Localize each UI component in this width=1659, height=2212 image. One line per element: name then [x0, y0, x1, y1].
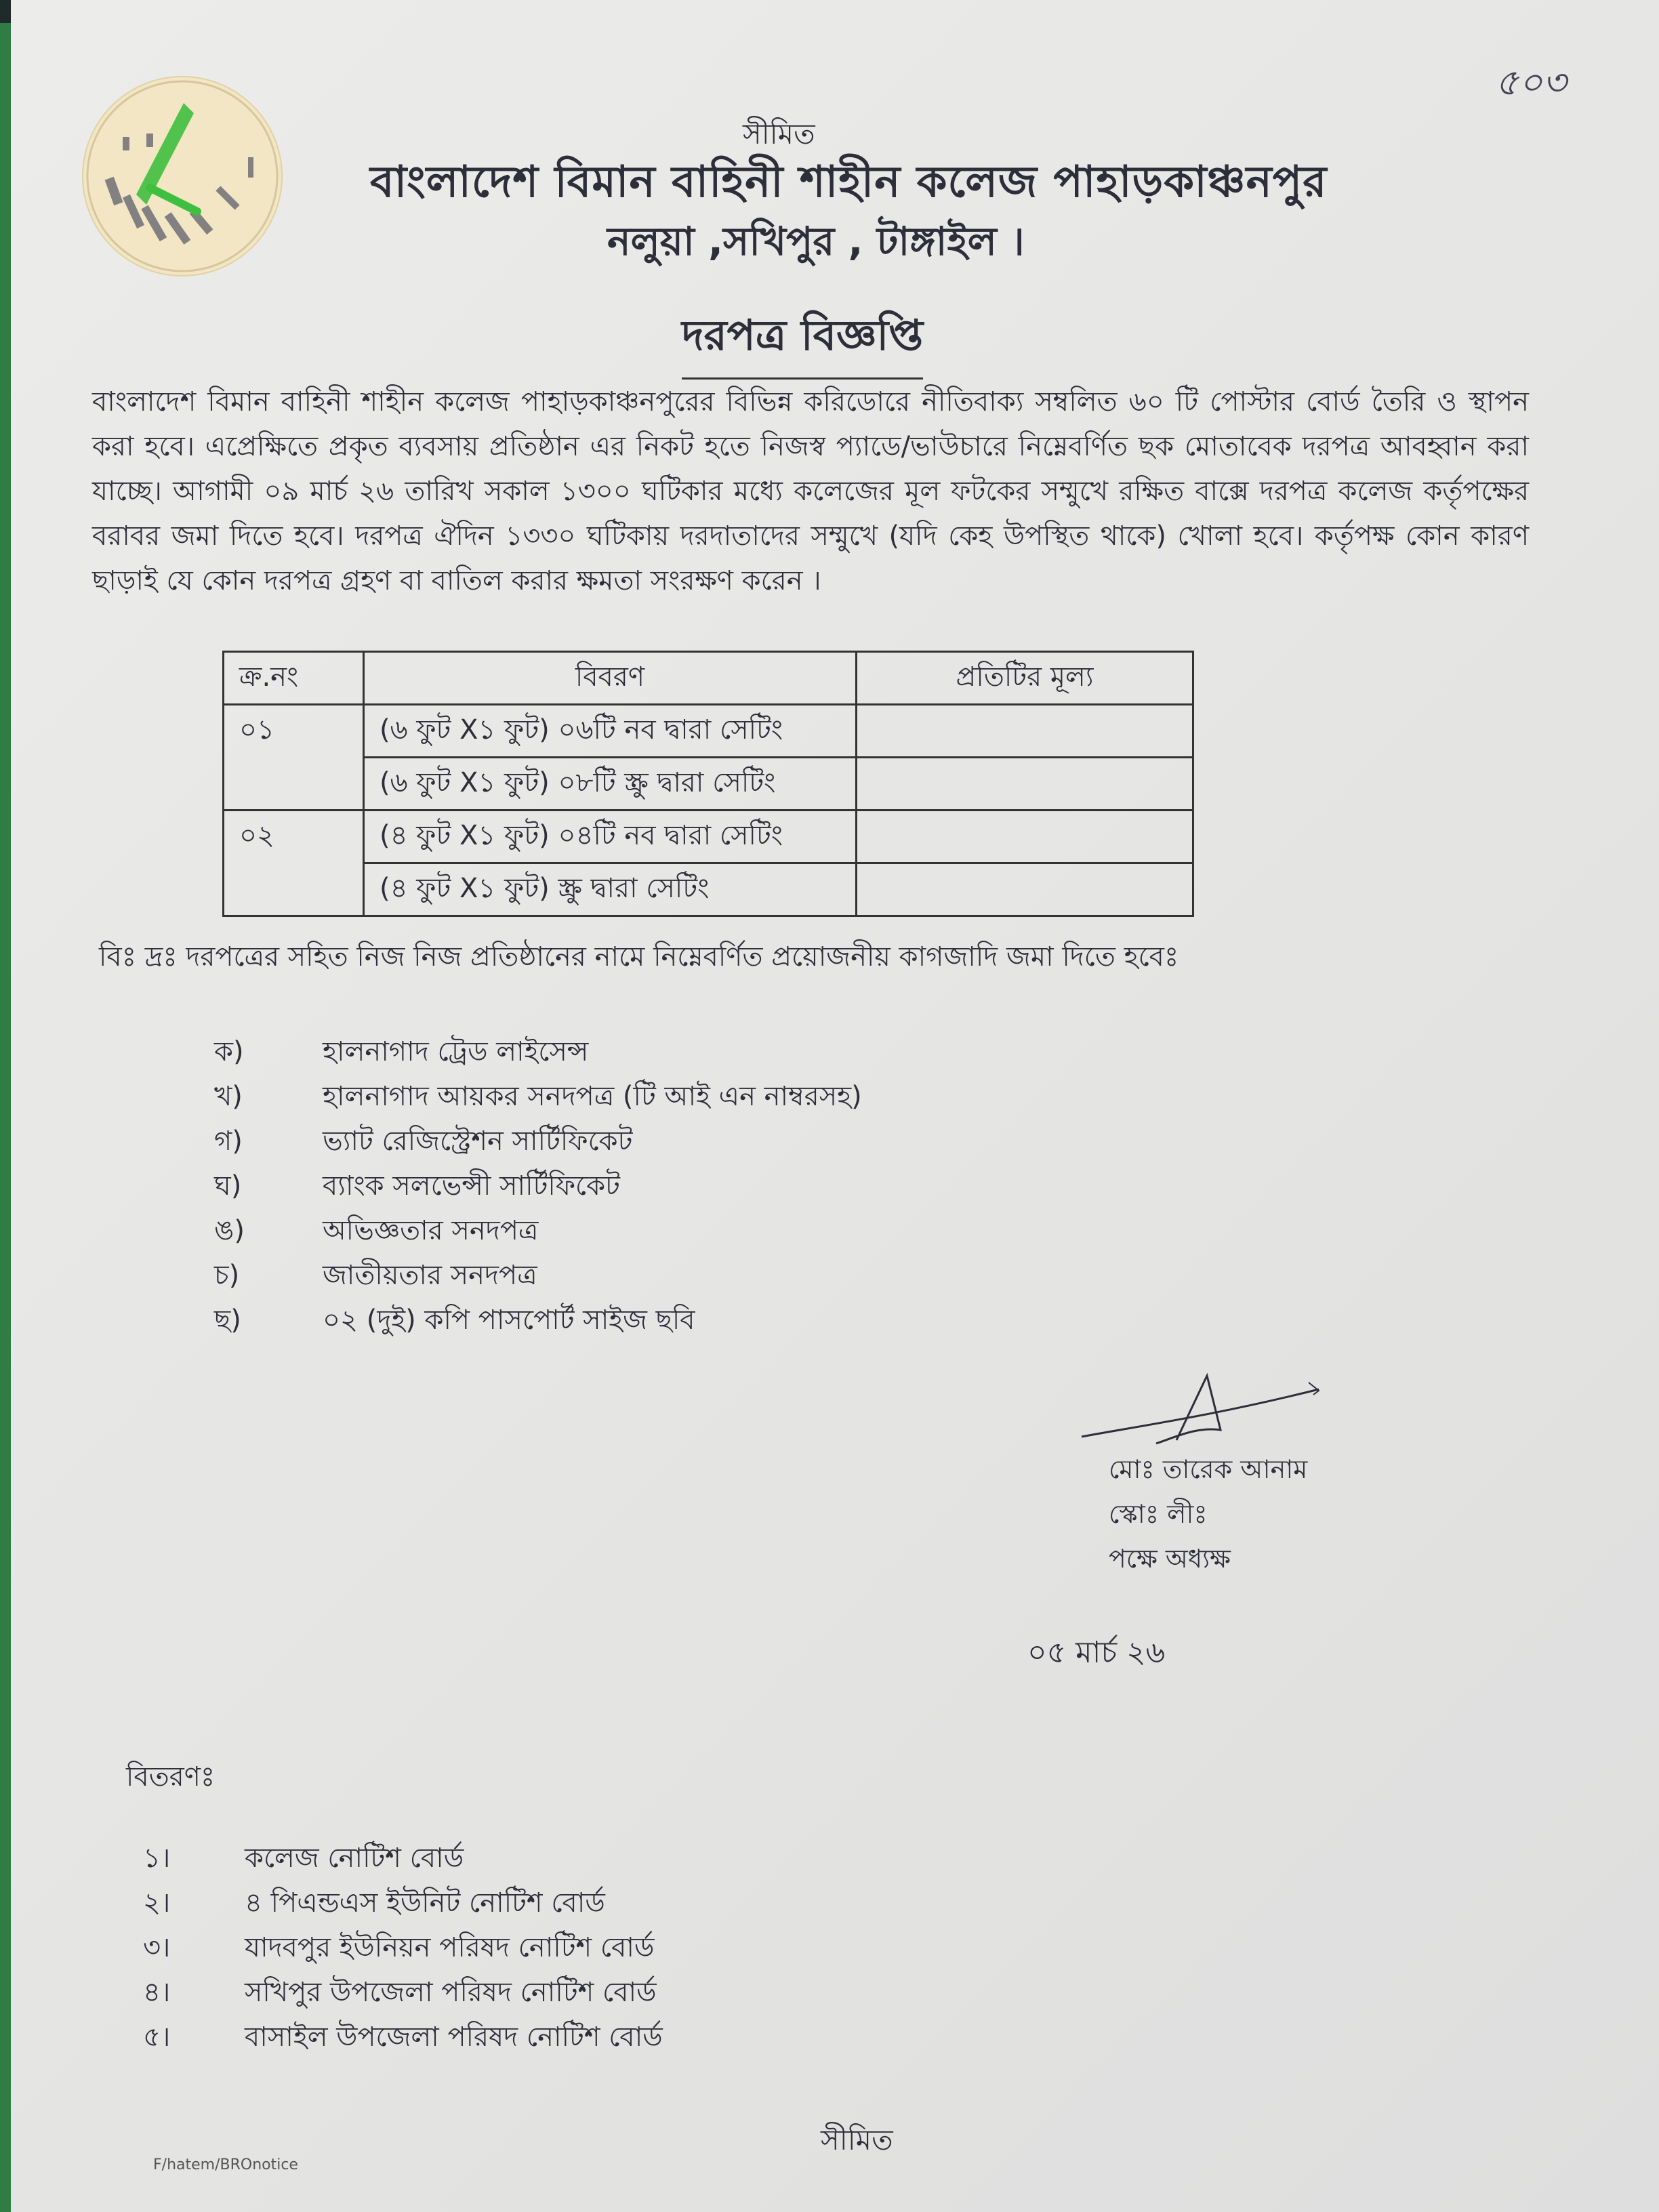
list-item-number: ২।: [143, 1887, 171, 1919]
table-row: [224, 705, 1193, 758]
notice-body-paragraph: বাংলাদেশ বিমান বাহিনী শাহীন কলেজ পাহাড়কাঞ্চনপুরের বিভিন্ন করিডোরে নীতিবাক্য সম্বলিত ৬০ টি পোস্টার বোর্ড তৈরি ও স্থাপন করা হবে। এপ্রেক্ষিতে প্রকৃত ব্যবসায় প্রতিষ্ঠান এর নিকট হতে নিজস্ব প্যাডে/ভাউচারে নিম্নেবর্ণিত ছক মোতাবেক দরপত্র আবহ্বান করা যাচ্ছে। আগামী ০৯ মার্চ ২৬ তারিখ সকাল ১৩০০ ঘটিকার মধ্যে কলেজের মূল ফটকের সম্মুখে রক্ষিত বাক্সে দরপত্র কলেজ কর্তৃপক্ষের বরাবর জমা দিতে হবে। দরপত্র ঐদিন ১৩৩০ ঘটিকায় দরদাতাদের সম্মুখে (যদি কেহ উপস্থিত থাকে) খোলা হবে। কর্তৃপক্ষ কোন কারণ ছাড়াই যে কোন দরপত্র গ্রহণ বা বাতিল করার ক্ষমতা সংরক্ষণ করেন ।: [92, 386, 1529, 596]
table-cell-serial: ০২: [224, 811, 364, 916]
signatory-designation: পক্ষে অধ্যক্ষ: [1109, 1544, 1231, 1574]
table-cell-description: (৬ ফুট X১ ফুট) ০৮টি স্ক্রু দ্বারা সেটিং: [364, 758, 857, 811]
list-item: [214, 1075, 862, 1120]
list-item: [143, 1881, 605, 1927]
list-item-text: যাদবপুর ইউনিয়ন পরিষদ নোটিশ বোর্ড: [245, 1932, 655, 1963]
table-cell-serial: ০১: [224, 705, 364, 811]
list-item-marker: গ): [214, 1126, 243, 1157]
document-title: দরপত্র বিজ্ঞপ্তি: [682, 304, 923, 380]
list-item-marker: ঘ): [214, 1170, 242, 1202]
list-item-text: অভিজ্ঞতার সনদপত্র: [323, 1215, 539, 1246]
table-row: [224, 758, 1193, 811]
institution-address: নলুয়া ,সখিপুর , টাঙ্গাইল ।: [607, 218, 1025, 264]
list-item-number: ৫।: [143, 2022, 171, 2053]
table-cell-description: (৪ ফুট X১ ফুট) স্ক্রু দ্বারা সেটিং: [364, 863, 857, 916]
list-item-number: ৩।: [143, 1932, 171, 1963]
document-page: [11, 0, 1659, 2212]
list-item: [143, 1971, 657, 2016]
list-item: [214, 1298, 695, 1344]
list-item-text: ৪ পিএন্ডএস ইউনিট নোটিশ বোর্ড: [245, 1887, 605, 1919]
list-item: [214, 1120, 632, 1165]
seal-icon: [82, 76, 283, 276]
signatory-name: মোঃ তারেক আনাম: [1109, 1454, 1308, 1484]
note-required-documents: বিঃ দ্রঃ দরপত্রের সহিত নিজ নিজ প্রতিষ্ঠানের নামে নিম্নেবর্ণিত প্রয়োজনীয় কাগজাদি জমা দিতে হবেঃ: [99, 941, 1179, 972]
signatory-block: [1109, 1447, 1307, 1581]
distribution-label: বিতরণঃ: [126, 1761, 216, 1793]
list-item-marker: চ): [214, 1260, 240, 1291]
list-item-text: হালনাগাদ আয়কর সনদপত্র (টি আই এন নাম্বরসহ): [323, 1081, 862, 1112]
classification-bottom: সীমিত: [821, 2123, 893, 2156]
list-item-text: সখিপুর উপজেলা পরিষদ নোটিশ বোর্ড: [245, 1977, 657, 2008]
table-header-unit-price: প্রতিটির মূল্য: [857, 652, 1193, 705]
signatory-rank: স্কোঃ লীঃ: [1109, 1499, 1208, 1529]
list-item-marker: ছ): [214, 1305, 241, 1336]
list-item: [214, 1209, 538, 1254]
items-table: [222, 651, 1194, 917]
list-item: [143, 2015, 663, 2061]
list-item-marker: ক): [214, 1036, 244, 1067]
list-item: [214, 1254, 537, 1299]
document-date: ০৫ মার্চ ২৬: [1027, 1635, 1166, 1670]
list-item-number: ১।: [143, 1843, 171, 1874]
table-cell-price: [857, 758, 1193, 811]
table-cell-price: [857, 811, 1193, 863]
list-item-text: ব্যাংক সলভেন্সী সার্টিফিকেট: [323, 1170, 620, 1202]
table-cell-description: (৬ ফুট X১ ফুট) ০৬টি নব দ্বারা সেটিং: [364, 705, 857, 758]
list-item-text: ০২ (দুই) কপি পাসপোর্ট সাইজ ছবি: [323, 1305, 695, 1336]
handwritten-serial-number: ৫০৩: [1495, 61, 1567, 104]
list-item: [143, 1837, 464, 1882]
list-item-text: কলেজ নোটিশ বোর্ড: [245, 1843, 464, 1874]
table-cell-price: [857, 705, 1193, 758]
list-item: [143, 1926, 654, 1971]
list-item: [214, 1030, 588, 1076]
list-item-text: ভ্যাট রেজিস্ট্রেশন সার্টিফিকেট: [323, 1126, 633, 1157]
list-item-number: ৪।: [143, 1977, 171, 2008]
list-item-text: বাসাইল উপজেলা পরিষদ নোটিশ বোর্ড: [245, 2022, 663, 2053]
table-row: [224, 811, 1193, 863]
table-header-row: [224, 652, 1193, 705]
classification-top: সীমিত: [743, 117, 815, 150]
circular-seal-sticker: [82, 76, 283, 276]
table-header-description: বিবরণ: [364, 652, 857, 705]
institution-name: বাংলাদেশ বিমান বাহিনী শাহীন কলেজ পাহাড়কাঞ্চনপুর: [370, 157, 1328, 207]
list-item-text: জাতীয়তার সনদপত্র: [323, 1260, 537, 1291]
table-row: [224, 863, 1193, 916]
table-cell-description: (৪ ফুট X১ ফুট) ০৪টি নব দ্বারা সেটিং: [364, 811, 857, 863]
table-header-serial: ক্র.নং: [224, 652, 364, 705]
file-path-footer: F/hatem/BROnotice: [153, 2156, 298, 2173]
table-cell-price: [857, 863, 1193, 916]
list-item: [214, 1164, 620, 1210]
list-item-marker: খ): [214, 1081, 243, 1112]
list-item-marker: ঙ): [214, 1215, 245, 1246]
list-item-text: হালনাগাদ ট্রেড লাইসেন্স: [323, 1036, 589, 1067]
